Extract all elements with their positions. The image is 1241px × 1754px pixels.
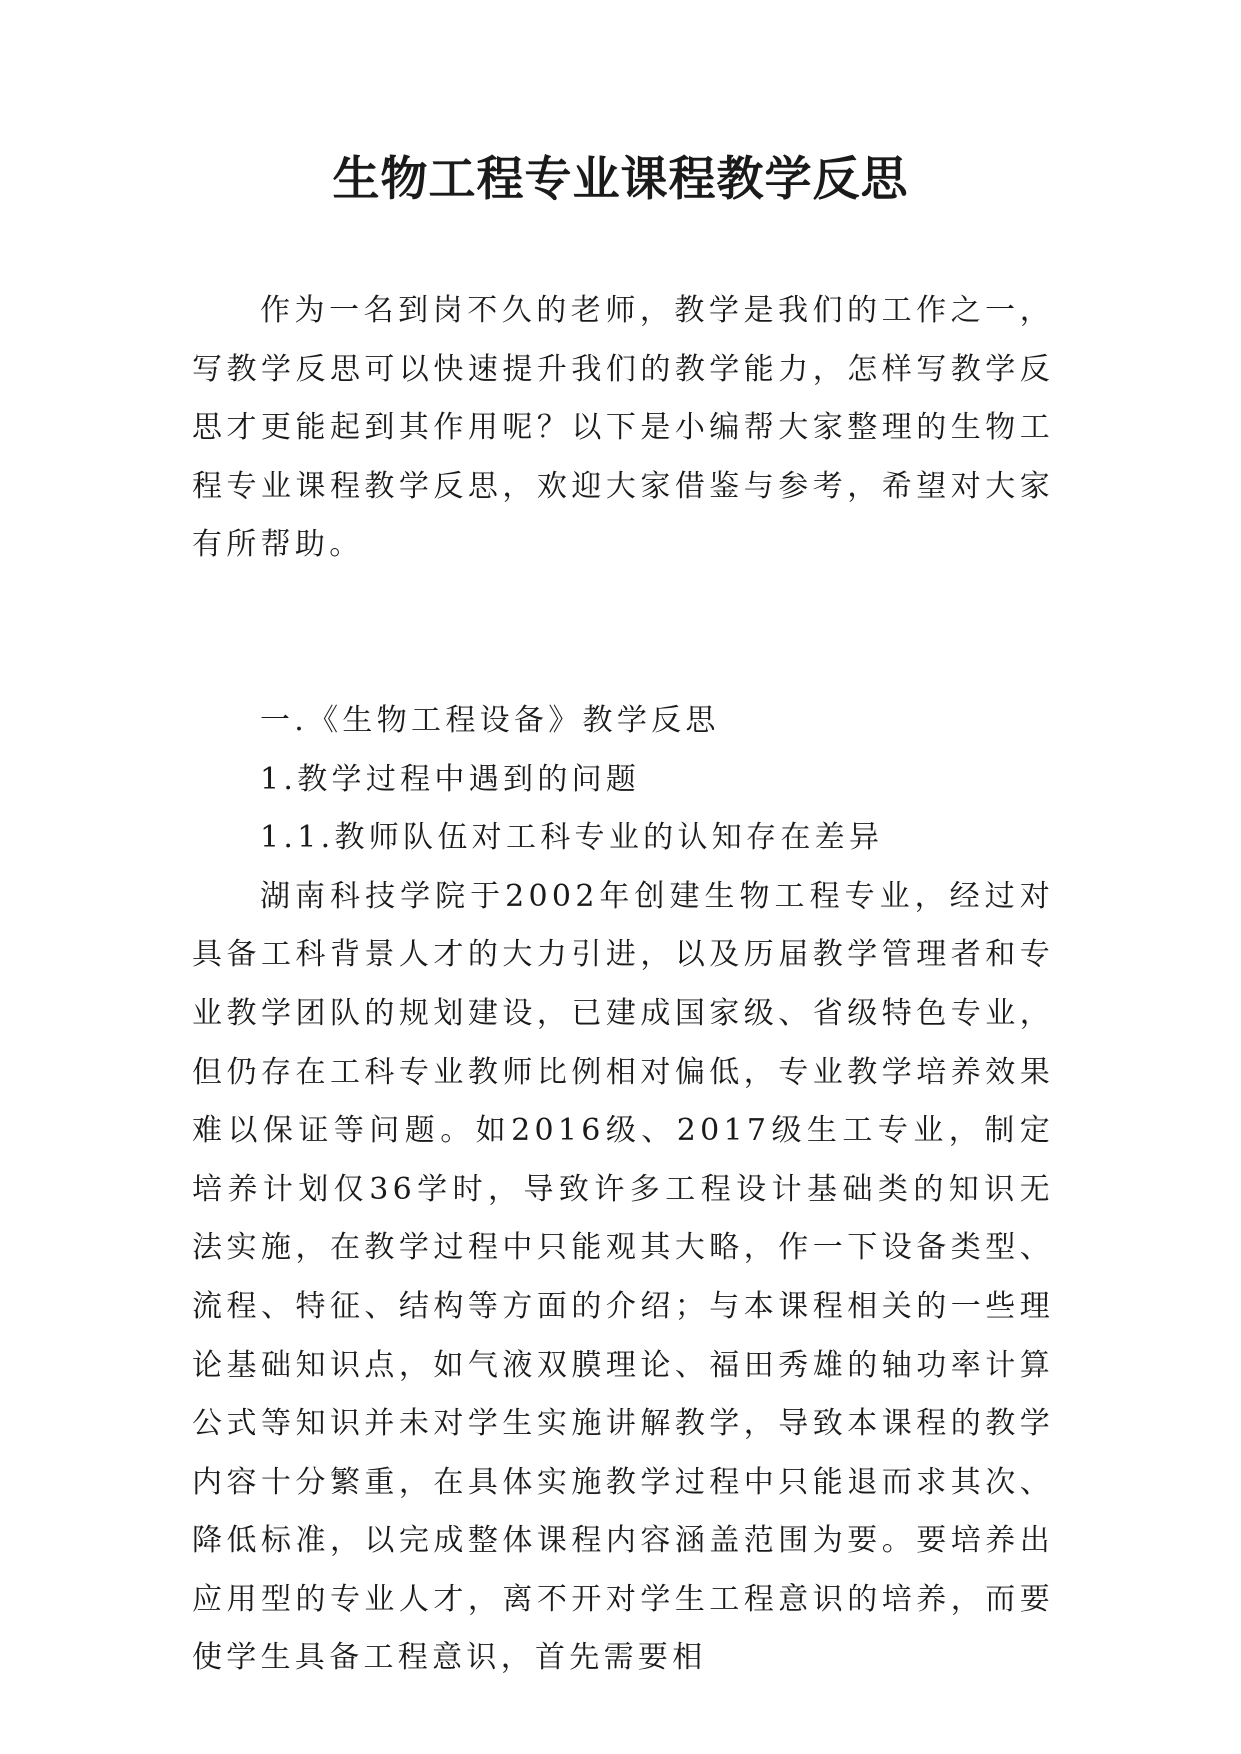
intro-paragraph: 作为一名到岗不久的老师，教学是我们的工作之一，写教学反思可以快速提升我们的教学能力，怎样写教学反思才更能起到其作用呢？以下是小编帮大家整理的生物工程专业课程教学反思，欢迎大家借鉴与参考，希望对大家有所帮助。 (192, 293, 1054, 563)
subsection-heading: 1.教学过程中遇到的问题 (260, 761, 641, 797)
subsubsection-heading: 1.1.教师队伍对工科专业的认知存在差异 (260, 820, 884, 856)
document-title: 生物工程专业课程教学反思 (332, 152, 909, 207)
document-body (192, 282, 1054, 1688)
paragraph-gap (192, 575, 1054, 692)
section-heading: 一.《生物工程设备》教学反思 (260, 702, 720, 738)
body-paragraph: 湖南科技学院于2002年创建生物工程专业，经过对具备工科背景人才的大力引进，以及历届教学管理者和专业教学团队的规划建设，已建成国家级、省级特色专业，但仍存在工科专业教师比例相对偏低，专业教学培养效果难以保证等问题。如2016级、2017级生工专业，制定培养计划仅36学时，导致许多工程设计基础类的知识无法实施，在教学过程中只能观其大略，作一下设备类型、流程、特征、结构等方面的介绍；与本课程相关的一些理论基础知识点，如气液双膜理论、福田秀雄的轴功率计算公式等知识并未对学生实施讲解教学，导致本课程的教学内容十分繁重，在具体实施教学过程中只能退而求其次、降低标准，以完成整体课程内容涵盖范围为要。要培养出应用型的专业人才，离不开对学生工程意识的培养，而要使学生具备工程意识，首先需要相 (192, 878, 1054, 1676)
